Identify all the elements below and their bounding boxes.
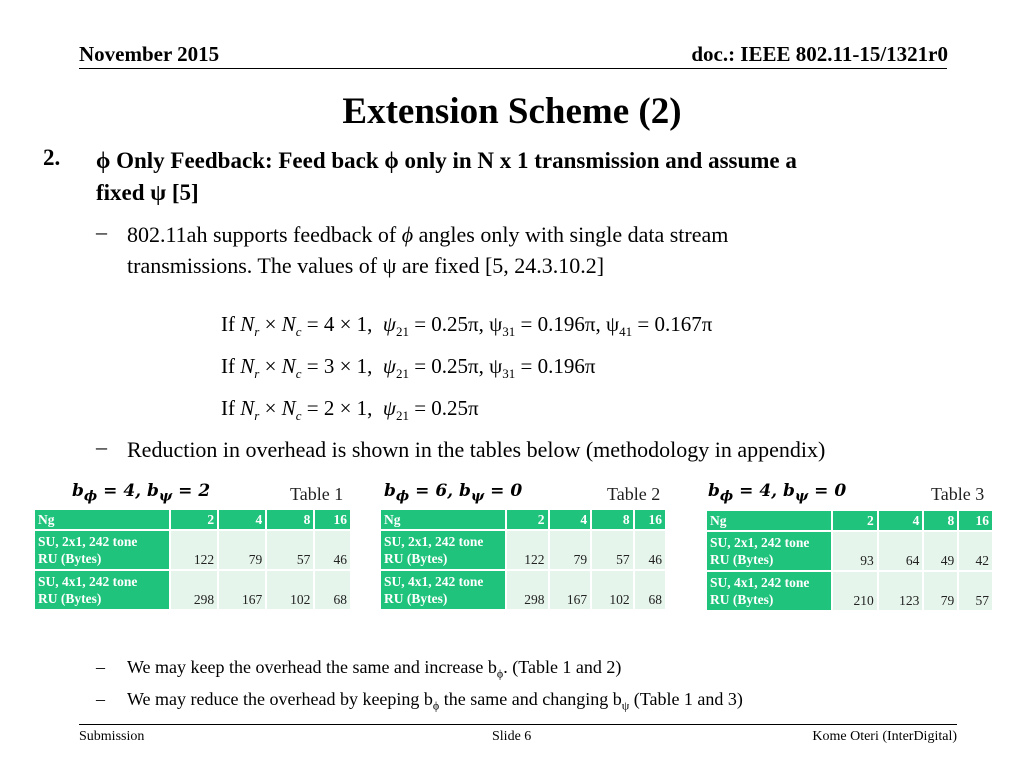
- table3-label: Table 3: [931, 484, 985, 504]
- table-header-row: Ng 2 4 8 16: [34, 509, 351, 530]
- table-row: SU, 4x1, 242 tone RU (Bytes) 298 167 102 68: [34, 570, 351, 610]
- table-row: SU, 2x1, 242 tone RU (Bytes) 93 64 49 42: [706, 531, 993, 571]
- equation-row: If $N_r \times N_c = 2 \times 1$, $\psi_{21} = 0.25\pi$: [221, 396, 479, 424]
- sub1-line2: transmissions. The values of ψ are fixed [5, 24.3.10.2]: [127, 253, 605, 278]
- header-doc-id: doc.: IEEE 802.11-15/1321r0: [691, 42, 948, 66]
- table2-label: Table 2: [607, 484, 661, 504]
- table2-caption: $b_\phi = 6$, $b_\psi = 0$: [384, 481, 523, 505]
- sub1-phi: ϕ: [401, 222, 414, 247]
- bullet-keep-overhead: We may keep the overhead the same and increase $b_\phi$. (Table 1 and 2): [127, 657, 622, 681]
- footer-slide-number: Slide 6: [492, 729, 532, 744]
- bullet-dash: –: [96, 657, 105, 677]
- table1-label: Table 1: [290, 484, 344, 504]
- item-number: 2.: [43, 145, 61, 170]
- table-header-row: Ng 2 4 8 16: [380, 509, 666, 530]
- table2: [379, 508, 667, 611]
- footer-divider: [79, 724, 957, 725]
- table-row: SU, 2x1, 242 tone RU (Bytes) 122 79 57 46: [380, 530, 666, 570]
- equation-row: If $N_r \times N_c = 3 \times 1$, $\psi_{21} = 0.25\pi$, $\psi_{31} = 0.196\pi$: [221, 354, 596, 382]
- footer-submission: Submission: [79, 729, 145, 744]
- table-row: SU, 4x1, 242 tone RU (Bytes) 210 123 79 57: [706, 571, 993, 611]
- bullet-dash: –: [96, 689, 105, 709]
- header-divider: [79, 68, 947, 69]
- bullet-reduce-overhead: We may reduce the overhead by keeping $b_\phi$ the same and changing $b_\psi$ (Table 1 and 3): [127, 689, 743, 713]
- table3-caption: $b_\phi = 4$, $b_\psi = 0$: [708, 481, 847, 505]
- sub-bullet-reduction: Reduction in overhead is shown in the tables below (methodology in appendix): [127, 437, 826, 462]
- table-header-row: Ng 2 4 8 16: [706, 510, 993, 531]
- equation-row: If $N_r \times N_c = 4 \times 1$, $\psi_{21} = 0.25\pi$, $\psi_{31} = 0.196\pi$, $\psi_{41} = 0.167\pi$: [221, 312, 713, 340]
- item-heading-line1: ϕ Only Feedback: Feed back ϕ only in N x 1 transmission and assume a: [96, 148, 797, 173]
- table-row: SU, 2x1, 242 tone RU (Bytes) 122 79 57 46: [34, 530, 351, 570]
- item-heading-line2: fixed ψ [5]: [96, 180, 199, 205]
- header-date: November 2015: [79, 42, 220, 66]
- slide-title: Extension Scheme (2): [342, 91, 682, 132]
- sub-bullet-dash: –: [96, 219, 107, 244]
- table1-caption: $b_\phi = 4$, $b_\psi = 2$: [72, 481, 211, 505]
- sub1-pre: 802.11ah supports feedback of: [127, 222, 402, 247]
- table3: [705, 509, 994, 612]
- footer-author: Kome Oteri (InterDigital): [812, 729, 957, 744]
- sub-bullet-ah-feedback: [127, 219, 987, 281]
- item-heading: [96, 145, 986, 209]
- table-row: SU, 4x1, 242 tone RU (Bytes) 298 167 102 68: [380, 570, 666, 610]
- psi-equations: [221, 307, 712, 434]
- table1: [33, 508, 352, 611]
- sub1-post: angles only with single data stream: [413, 222, 729, 247]
- sub-bullet-dash: –: [96, 434, 107, 459]
